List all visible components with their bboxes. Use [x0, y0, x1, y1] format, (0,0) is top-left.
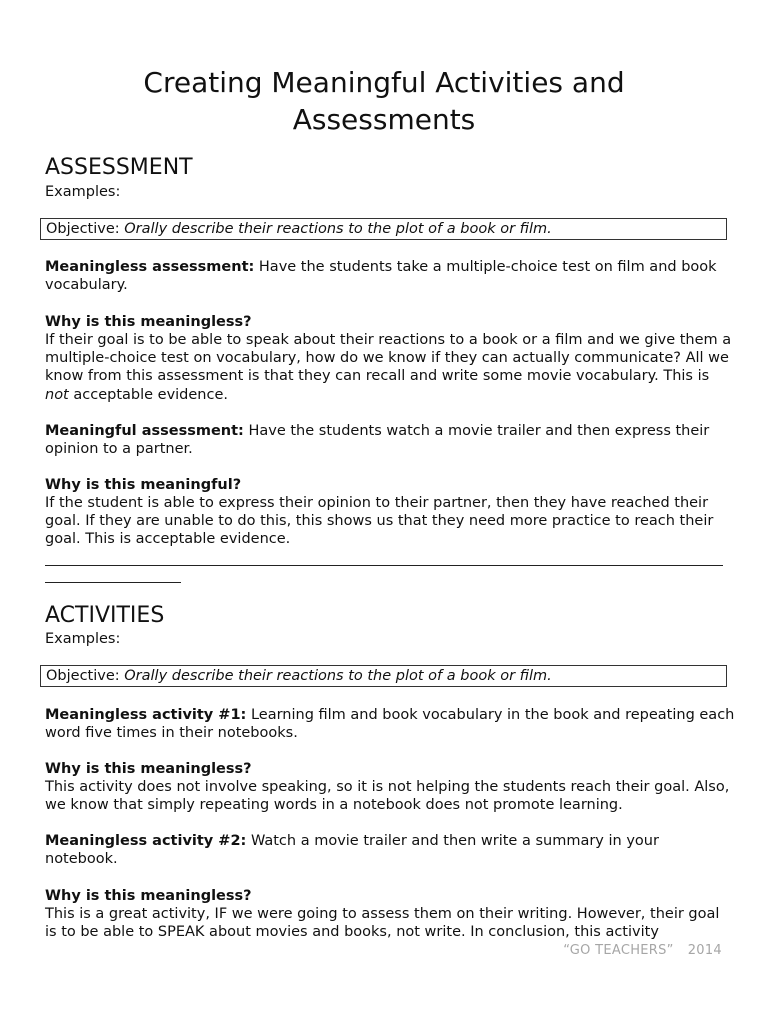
page-footer — [563, 943, 722, 959]
activities-objective-box — [40, 665, 727, 687]
meaningless-activity-2-paragraph — [45, 832, 735, 868]
meaningless-assessment-label: Meaningless assessment: — [45, 259, 255, 275]
assessment-heading: ASSESSMENT — [45, 155, 193, 180]
objective-prefix: Objective: — [46, 221, 125, 237]
why-meaningful-label: Why is this meaningful? — [45, 477, 242, 493]
why-meaningless-2-label: Why is this meaningless? — [45, 888, 252, 904]
assessment-examples-label: Examples: — [45, 184, 121, 200]
meaningful-assessment-text: Have the students watch a movie trailer and then express their opinion to a partner. — [45, 423, 710, 458]
meaningless-activity-1-text: Learning film and book vocabulary in the book and repeating each word five times in their notebooks. — [45, 707, 735, 742]
meaningless-activity-2-text: Watch a movie trailer and then write a summary in your notebook. — [45, 833, 659, 868]
meaningless-assessment-text: Have the students take a multiple-choice test on film and book vocabulary. — [45, 259, 717, 294]
objective-text: Orally describe their reactions to the plot of a book or film. — [124, 221, 552, 237]
section-divider-line — [45, 565, 723, 566]
assessment-objective-box — [40, 218, 727, 240]
meaningless-activity-2-label: Meaningless activity #2: — [45, 833, 247, 849]
meaningless-assessment-paragraph — [45, 258, 735, 294]
meaningless-activity-1-paragraph — [45, 706, 735, 742]
emphasis-not: not — [45, 386, 69, 403]
why-meaningless-2-text: This is a great activity, IF we were going to assess them on their writing. However, their goal is to be able to SPEAK about movies and books, not write. In conclusion, this activity — [45, 906, 720, 941]
objective-prefix: Objective: — [46, 668, 125, 684]
why-meaningless-1-label: Why is this meaningless? — [45, 761, 252, 777]
why-meaningless-assessment-label: Why is this meaningless? — [45, 314, 252, 330]
meaningful-assessment-paragraph — [45, 422, 735, 458]
why-meaningless-1-text: This activity does not involve speaking, so it is not helping the students reach their goal. Also, we know that simply repeating words in a notebook does not promote learning. — [45, 779, 730, 814]
activities-heading: ACTIVITIES — [45, 603, 165, 628]
meaningless-activity-1-label: Meaningless activity #1: — [45, 707, 247, 723]
section-divider-short-line — [45, 582, 181, 583]
why-meaningless-assessment-text: If their goal is to be able to speak about their reactions to a book or a film and we give them a multiple-choice test on vocabulary, how do we know if they can actually communicate? All we know from this assessment is that they can recall and write some movie vocabulary. This is not acceptable evidence. — [45, 332, 732, 403]
activities-examples-label: Examples: — [45, 631, 121, 647]
footer-year: 2014 — [687, 943, 722, 958]
document-title: Creating Meaningful Activities and Assessments — [143, 66, 625, 136]
objective-text: Orally describe their reactions to the plot of a book or film. — [124, 668, 552, 684]
meaningful-assessment-label: Meaningful assessment: — [45, 423, 244, 439]
why-meaningful-text: If the student is able to express their opinion to their partner, then they have reached their goal. If they are unable to do this, this shows us that they need more practice to reach their goal. This is acceptable evidence. — [45, 495, 714, 548]
footer-org: “GO TEACHERS” — [563, 943, 674, 958]
